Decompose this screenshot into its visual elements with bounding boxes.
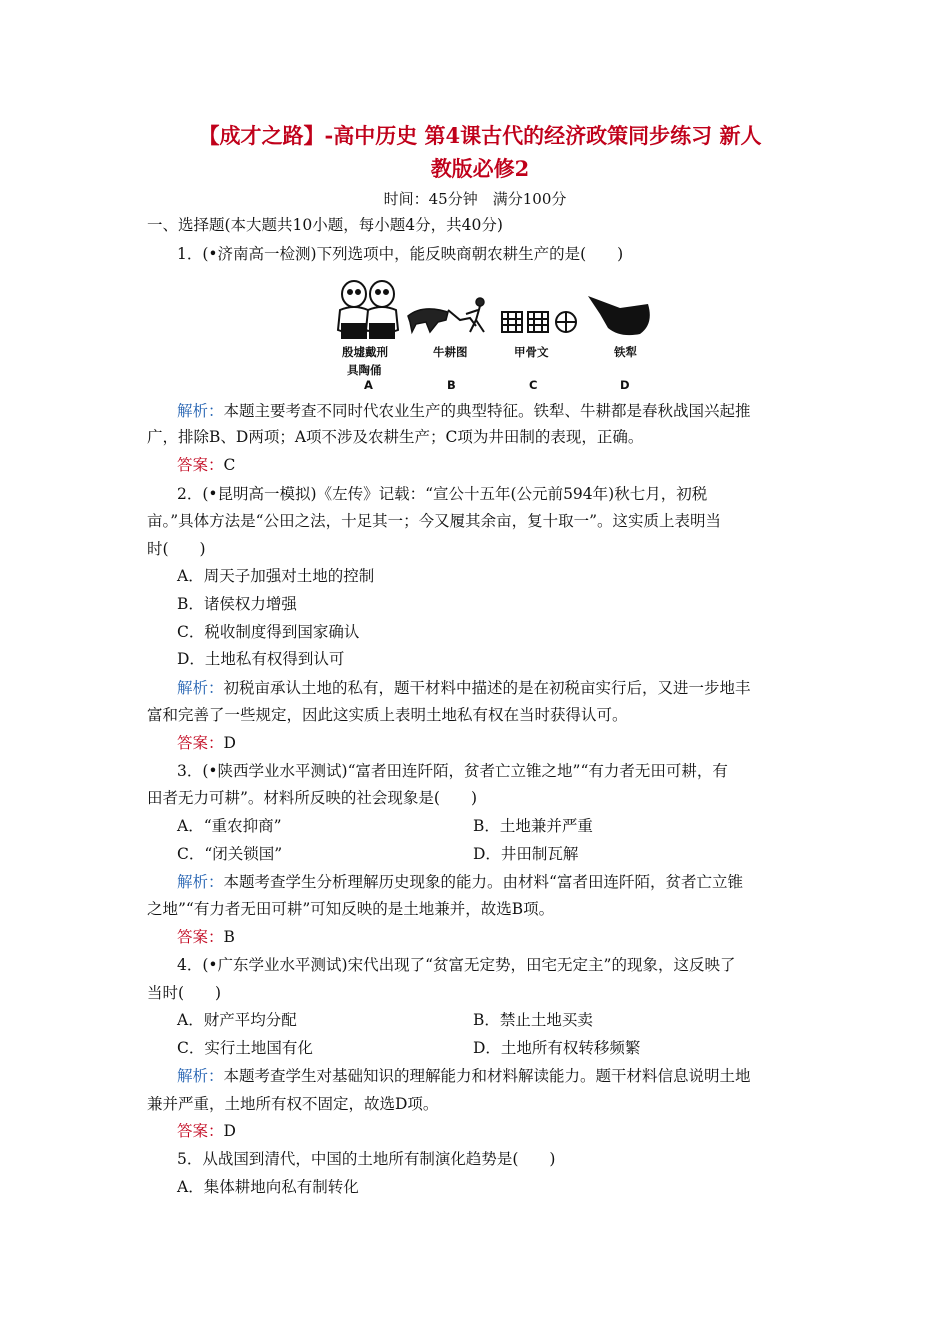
q2-analysis-line1 bbox=[177, 677, 751, 699]
analysis-label: 解析： bbox=[177, 873, 224, 891]
analysis-label: 解析： bbox=[177, 679, 224, 697]
q4-answer bbox=[177, 1120, 236, 1142]
q3-stem-line2: 田者无力可耕”。材料所反映的社会现象是( ) bbox=[147, 789, 478, 807]
q3-option-d: D．井田制瓦解 bbox=[473, 845, 579, 863]
figure-letter-b: B bbox=[447, 378, 456, 392]
q3-answer bbox=[177, 926, 235, 948]
q1-analysis-line1 bbox=[177, 400, 751, 422]
q5-option-a: A．集体耕地向私有制转化 bbox=[177, 1178, 359, 1196]
q4-answer-value: D bbox=[223, 1122, 236, 1140]
q3-option-a: A．“重农抑商” bbox=[177, 817, 282, 835]
figure-letter-d: D bbox=[620, 378, 630, 392]
q4-option-b: B．禁止土地买卖 bbox=[473, 1011, 593, 1029]
q2-stem-line1: 2．(•昆明高一模拟)《左传》记载：“宣公十五年(公元前594年)秋七月，初税 bbox=[177, 485, 708, 503]
q2-answer bbox=[177, 732, 236, 754]
figure-caption-c: 甲骨文 bbox=[514, 345, 549, 359]
q1-answer bbox=[177, 454, 235, 476]
pottery-figurines-image bbox=[338, 281, 398, 338]
q2-analysis-text1: 初税亩承认土地的私有，题干材料中描述的是在初税亩实行后，又进一步地丰 bbox=[223, 679, 751, 697]
q2-option-d: D．土地私有权得到认可 bbox=[177, 650, 345, 668]
analysis-label: 解析： bbox=[177, 402, 224, 420]
q2-option-c: C．税收制度得到国家确认 bbox=[177, 623, 360, 641]
figure-caption-b: 牛耕图 bbox=[433, 345, 468, 359]
q2-option-b: B．诸侯权力增强 bbox=[177, 595, 297, 613]
q3-analysis-text1: 本题考查学生分析理解历史现象的能力。由材料“富者田连阡陌，贫者亡立锥 bbox=[223, 873, 743, 891]
analysis-label: 解析： bbox=[177, 1067, 224, 1085]
q4-option-d: D．土地所有权转移频繁 bbox=[473, 1039, 641, 1057]
q4-option-a: A．财产平均分配 bbox=[177, 1011, 297, 1029]
q2-option-a: A．周天子加强对土地的控制 bbox=[177, 567, 375, 585]
answer-label: 答案： bbox=[177, 734, 224, 752]
document-title-line2: 教版必修2 bbox=[430, 156, 530, 181]
q1-figure bbox=[330, 274, 660, 392]
q4-analysis-line2: 兼并严重，土地所有权不固定，故选D项。 bbox=[147, 1095, 439, 1113]
figure-caption-d: 铁犁 bbox=[614, 345, 637, 359]
q4-option-c: C．实行土地国有化 bbox=[177, 1039, 313, 1057]
q4-stem-line1: 4．(•广东学业水平测试)宋代出现了“贫富无定势，田宅无定主”的现象，这反映了 bbox=[177, 956, 736, 974]
figure-caption-a-line1: 殷墟戴刑 bbox=[342, 345, 388, 359]
q1-stem: 1．(•济南高一检测)下列选项中，能反映商朝农耕生产的是( ) bbox=[177, 245, 624, 263]
q2-answer-value: D bbox=[223, 734, 236, 752]
ox-plowing-image bbox=[408, 298, 484, 332]
q2-analysis-line2: 富和完善了一些规定，因此这实质上表明土地私有权在当时获得认可。 bbox=[147, 706, 628, 724]
q3-analysis-line1 bbox=[177, 871, 743, 893]
answer-label: 答案： bbox=[177, 456, 224, 474]
q3-analysis-line2: 之地”“有力者无田可耕”可知反映的是土地兼并，故选B项。 bbox=[147, 900, 555, 918]
q3-option-c: C．“闭关锁国” bbox=[177, 845, 283, 863]
figure-caption-a-line2: 具陶俑 bbox=[347, 363, 382, 377]
q1-answer-value: C bbox=[223, 456, 236, 474]
q4-analysis-line1 bbox=[177, 1065, 751, 1087]
q4-stem-line2: 当时( ) bbox=[147, 984, 222, 1002]
q5-stem: 5．从战国到清代，中国的土地所有制演化趋势是( ) bbox=[177, 1150, 556, 1168]
q3-answer-value: B bbox=[223, 928, 235, 946]
answer-label: 答案： bbox=[177, 1122, 224, 1140]
figure-letter-a: A bbox=[364, 378, 373, 392]
q2-stem-line3: 时( ) bbox=[147, 540, 206, 558]
q1-analysis-text1: 本题主要考查不同时代农业生产的典型特征。铁犁、牛耕都是春秋战国兴起推 bbox=[223, 402, 751, 420]
time-and-score: 时间：45分钟 满分100分 bbox=[383, 190, 567, 208]
iron-plow-image bbox=[588, 296, 650, 335]
q1-analysis-line2: 广，排除B、D两项；A项不涉及农耕生产；C项为井田制的表现，正确。 bbox=[147, 428, 644, 446]
section-heading: 一、选择题(本大题共10小题，每小题4分，共40分) bbox=[147, 216, 503, 234]
q3-stem-line1: 3．(•陕西学业水平测试)“富者田连阡陌，贫者亡立锥之地”“有力者无田可耕，有 bbox=[177, 762, 728, 780]
oracle-bone-characters-image bbox=[502, 312, 576, 332]
document-title-line1: 【成才之路】-高中历史 第4课古代的经济政策同步练习 新人 bbox=[198, 123, 762, 148]
q4-analysis-text1: 本题考查学生对基础知识的理解能力和材料解读能力。题干材料信息说明土地 bbox=[223, 1067, 751, 1085]
q2-stem-line2: 亩。”具体方法是“公田之法，十足其一；今又履其余亩，复十取一”。这实质上表明当 bbox=[147, 512, 722, 530]
answer-label: 答案： bbox=[177, 928, 224, 946]
figure-letter-c: C bbox=[529, 378, 538, 392]
q3-option-b: B．土地兼并严重 bbox=[473, 817, 593, 835]
